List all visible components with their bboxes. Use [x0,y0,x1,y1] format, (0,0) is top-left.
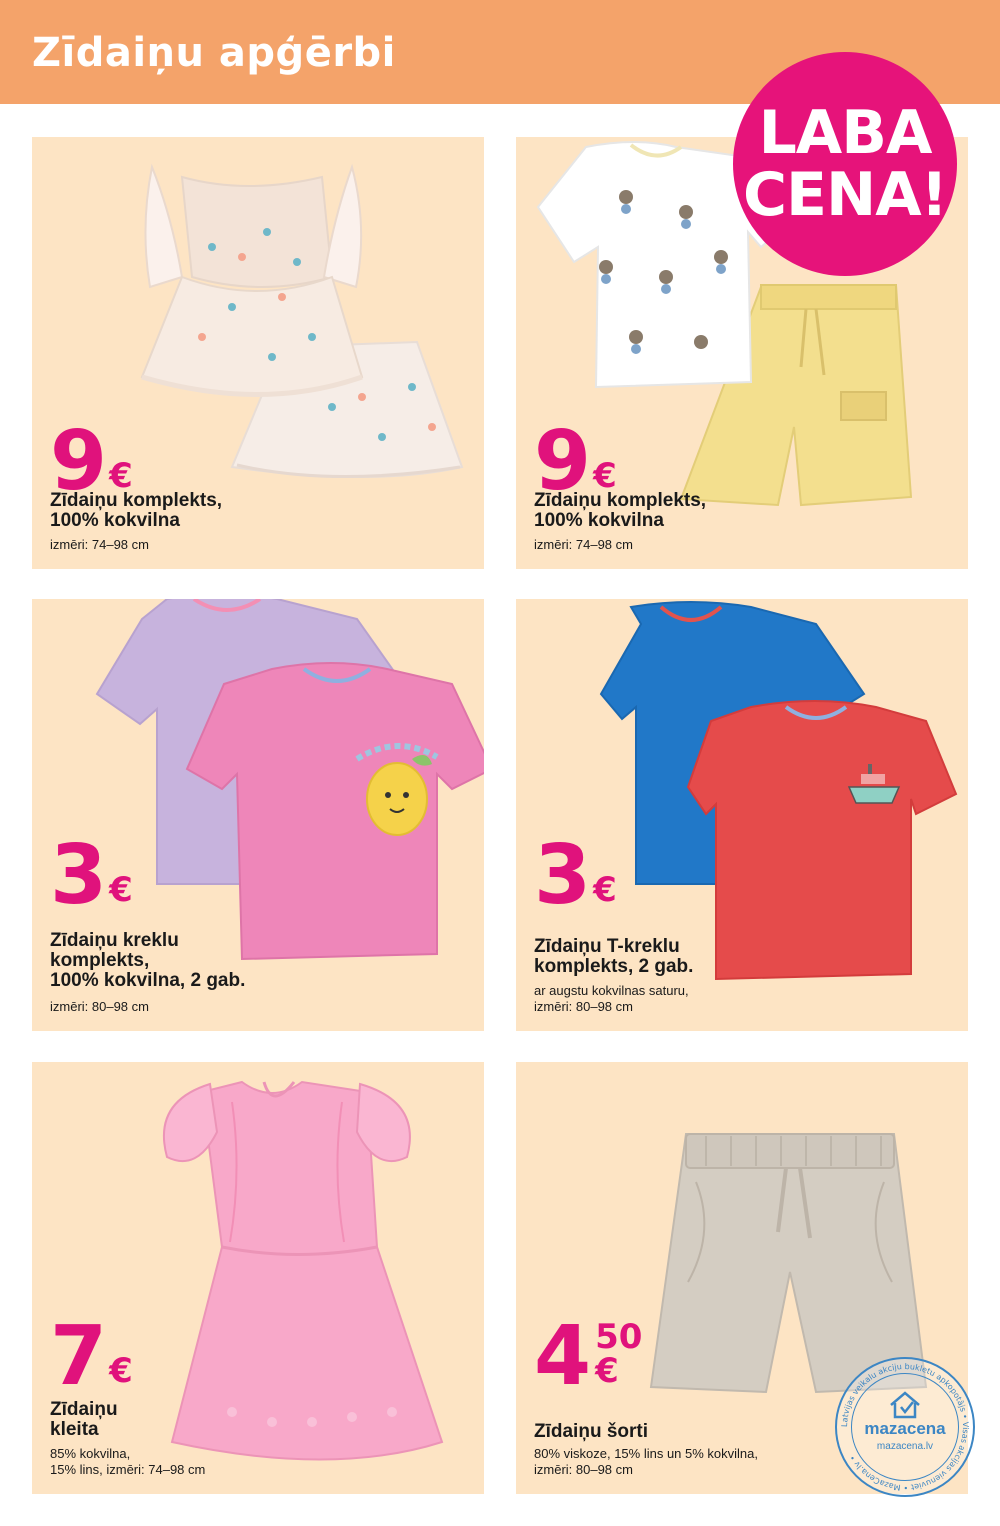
price-amount: 9 [50,414,108,509]
stamp-url: mazacena.lv [876,1441,934,1452]
product-name: Zīdaiņu kleita [50,1399,118,1440]
price-currency: € [109,1351,133,1391]
product-name: Zīdaiņu komplekts, 100% kokvilna [50,490,223,531]
product-card-1[interactable] [32,137,484,569]
product-card-4[interactable] [516,599,968,1031]
price-currency: € [109,870,133,910]
product-name: Zīdaiņu T-kreklu komplekts, 2 gab. [534,936,694,977]
product-description: 85% kokvilna, 15% lins, izmēri: 74–98 cm [50,1446,206,1477]
stamp-ring-label: Latvijas veikalu akciju bukletu apkopotājs • Visas akcijas vienuviet • MazaCena.lv • [839,1361,971,1493]
price-currency: € [109,456,133,496]
product-card-5[interactable] [32,1062,484,1494]
product-description: ar augstu kokvilnas saturu, izmēri: 80–98 cm [534,983,689,1014]
product-name: Zīdaiņu komplekts, 100% kokvilna [534,490,707,531]
badge-line2: CENA! [742,160,948,230]
price-currency: € [595,1351,619,1391]
price-fraction [595,1317,643,1398]
page-title: Zīdaiņu apģērbi [32,30,396,76]
badge-line1: LABA [758,98,932,168]
price-amount: 3 [534,828,592,923]
product-description: izmēri: 74–98 cm [50,537,149,552]
product-card-3[interactable] [32,599,484,1031]
price-amount: 3 [50,828,108,923]
mazacena-stamp [835,1357,975,1497]
product-description: 80% viskoze, 15% lins un 5% kokvilna, izmēri: 80–98 cm [534,1446,759,1477]
price [50,1309,133,1404]
product-description: izmēri: 74–98 cm [534,537,633,552]
price [534,1309,643,1404]
product-name: Zīdaiņu šorti [534,1421,648,1442]
product-name: Zīdaiņu kreklu komplekts, 100% kokvilna, 2 gab. [50,930,246,991]
house-icon [887,1389,923,1419]
price [534,828,617,923]
price-currency: € [593,870,617,910]
price-amount: 7 [50,1309,108,1404]
price-amount: 9 [534,414,592,509]
price-currency: € [593,456,617,496]
good-price-badge [733,52,957,276]
stamp-brand: mazacena [864,1419,946,1438]
price-amount: 4 [534,1309,592,1404]
product-description: izmēri: 80–98 cm [50,999,149,1014]
price [50,828,133,923]
price-cents: 50 [595,1317,643,1357]
